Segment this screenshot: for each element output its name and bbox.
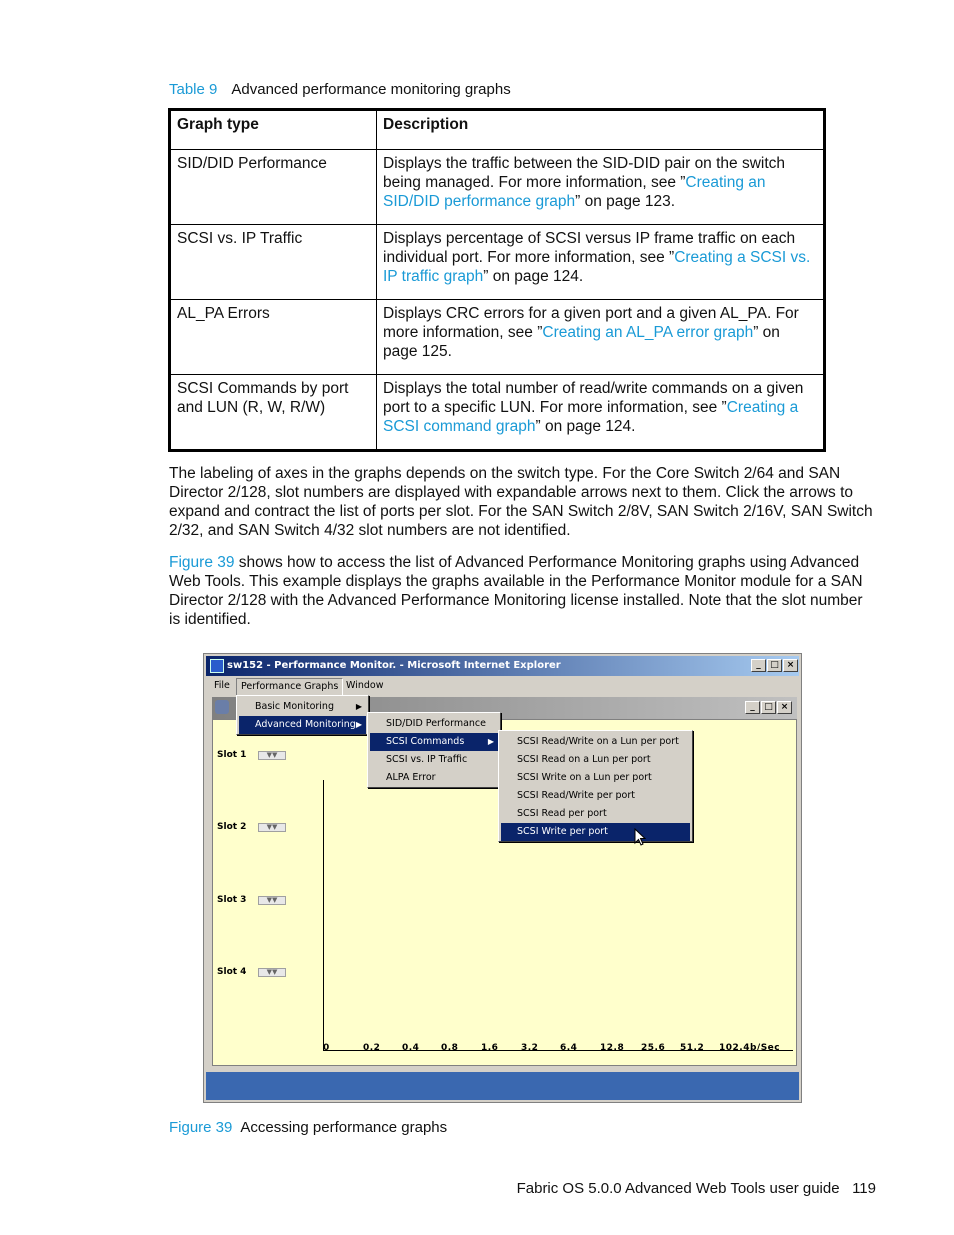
cross-ref-link[interactable]: Creating an SID/DID performance graph	[383, 174, 766, 210]
table-row	[170, 375, 825, 451]
performance-graphs-menu	[236, 695, 369, 735]
cell-description: Displays percentage of SCSI versus IP frame traffic on each individual port. For more information, see ”Creating a SCSI vs. IP traffic graph” on page 124.	[377, 225, 825, 300]
cross-ref-link[interactable]: Creating a SCSI command graph	[383, 399, 799, 435]
advanced-monitoring-menu	[367, 712, 501, 788]
axes-paragraph: The labeling of axes in the graphs depends on the switch type. For the Core Switch 2/64 and SAN Director 2/128, slot numbers are displayed with expandable arrows next to them. Click the arrows to expand and contract the list of ports per slot. For the SAN Switch 2/8V, SAN Switch 2/16V, SAN Switch 2/32, and SAN Switch 4/32 slot numbers are not identified.	[169, 465, 873, 539]
menu-window[interactable]: Window	[346, 680, 384, 691]
x-tick: 0.2	[363, 1043, 381, 1053]
window-title: sw152 - Performance Monitor. - Microsoft Internet Explorer	[227, 660, 561, 671]
menu-performance-graphs[interactable]: Performance Graphs	[236, 678, 343, 696]
cell-type: SID/DID Performance	[170, 150, 377, 225]
y-axis	[323, 780, 324, 1050]
menu-item-alpa-error[interactable]: ALPA Error	[386, 772, 436, 783]
header-graph-type: Graph type	[170, 110, 377, 150]
submenu-arrow-icon: ▶	[355, 702, 362, 711]
page-footer	[517, 1180, 876, 1197]
figure-label: Figure 39	[169, 1119, 233, 1136]
slot-label: Slot 1	[217, 750, 247, 760]
page-number: 119	[852, 1180, 876, 1197]
close-icon[interactable]: ×	[783, 659, 798, 672]
x-tick: 0	[323, 1043, 330, 1053]
table-label: Table 9	[169, 81, 218, 98]
status-bar	[206, 1072, 799, 1100]
performance-monitor-screenshot	[203, 653, 802, 1103]
menu-item-scsi-write-per-port[interactable]: SCSI Write per port	[501, 823, 690, 841]
menu-item-basic-monitoring[interactable]: Basic Monitoring ▶	[239, 698, 366, 716]
figure-intro-paragraph: Figure 39 shows how to access the list of Advanced Performance Monitoring graphs using Advanced Web Tools. This example displays the graphs available in the Performance Monitor module for a SAN Director 2/128 with the Advanced Performance Monitoring license installed. Note that the slot number is identified.	[169, 554, 863, 628]
ie-icon	[210, 659, 224, 673]
x-tick: 6.4	[560, 1043, 578, 1053]
x-tick: 0.8	[441, 1043, 459, 1053]
slot-label: Slot 2	[217, 822, 247, 832]
x-tick: 3.2	[521, 1043, 539, 1053]
x-tick: 12.8	[600, 1043, 625, 1053]
menu-item-sid-did[interactable]: SID/DID Performance	[386, 718, 487, 729]
graph-types-table	[168, 108, 826, 452]
expand-arrows-icon[interactable]: ▼▼	[258, 896, 286, 905]
cell-description: Displays the traffic between the SID-DID pair on the switch being managed. For more information, see ”Creating an SID/DID performance graph” on page 123.	[377, 150, 825, 225]
x-tick: 51.2	[680, 1043, 705, 1053]
menu-item-scsi-option[interactable]: SCSI Read on a Lun per port	[517, 754, 651, 765]
menu-item-scsi-commands[interactable]: SCSI Commands ▶	[370, 733, 498, 751]
menu-file[interactable]: File	[214, 680, 230, 691]
figure-ref-link[interactable]: Figure 39	[169, 554, 235, 571]
menu-item-advanced-monitoring[interactable]: Advanced Monitoring ▶	[239, 716, 366, 734]
figure-caption	[169, 1119, 447, 1136]
menubar	[206, 676, 799, 695]
menu-item-scsi-option[interactable]: SCSI Read/Write per port	[517, 790, 635, 801]
cell-description: Displays CRC errors for a given port and a given AL_PA. For more information, see ”Creating an AL_PA error graph” on page 125.	[377, 300, 825, 375]
cross-ref-link[interactable]: Creating a SCSI vs. IP traffic graph	[383, 249, 811, 285]
cell-description: Displays the total number of read/write commands on a given port to a specific LUN. For more information, see ”Creating a SCSI command graph” on page 124.	[377, 375, 825, 451]
x-tick: 0.4	[402, 1043, 420, 1053]
x-tick: 25.6	[641, 1043, 666, 1053]
menu-item-scsi-option[interactable]: SCSI Read/Write on a Lun per port	[517, 736, 679, 747]
footer-title: Fabric OS 5.0.0 Advanced Web Tools user guide	[516, 1180, 840, 1197]
cell-type: SCSI Commands by port and LUN (R, W, R/W)	[170, 375, 377, 451]
submenu-arrow-icon: ▶	[487, 737, 494, 746]
header-description: Description	[377, 110, 825, 150]
table-caption	[169, 81, 511, 98]
x-tick-last: 102.4b/Sec	[719, 1043, 781, 1053]
cell-type: SCSI vs. IP Traffic	[170, 225, 377, 300]
submenu-arrow-icon: ▶	[355, 720, 362, 729]
x-tick: 1.6	[481, 1043, 499, 1053]
inner-maximize-icon[interactable]: □	[761, 701, 776, 714]
scsi-commands-menu	[498, 730, 693, 842]
figure-caption-text: Accessing performance graphs	[240, 1119, 448, 1136]
expand-arrows-icon[interactable]: ▼▼	[258, 751, 286, 760]
cross-ref-link[interactable]: Creating an AL_PA error graph	[542, 324, 754, 341]
inner-minimize-icon[interactable]: _	[745, 701, 760, 714]
menu-item-scsi-option[interactable]: SCSI Write on a Lun per port	[517, 772, 652, 783]
app-icon	[215, 700, 229, 714]
expand-arrows-icon[interactable]: ▼▼	[258, 823, 286, 832]
table-header-row	[170, 110, 825, 150]
table-row	[170, 150, 825, 225]
slot-label: Slot 4	[217, 967, 247, 977]
window-titlebar	[206, 656, 799, 676]
table-title: Advanced performance monitoring graphs	[231, 81, 511, 98]
cell-type: AL_PA Errors	[170, 300, 377, 375]
menu-item-scsi-option[interactable]: SCSI Read per port	[517, 808, 607, 819]
inner-close-icon[interactable]: ×	[777, 701, 792, 714]
maximize-icon[interactable]: □	[767, 659, 782, 672]
slot-label: Slot 3	[217, 895, 247, 905]
mouse-pointer-icon	[634, 828, 646, 847]
minimize-icon[interactable]: _	[751, 659, 766, 672]
expand-arrows-icon[interactable]: ▼▼	[258, 968, 286, 977]
table-row	[170, 225, 825, 300]
table-row	[170, 300, 825, 375]
menu-item-scsi-vs-ip[interactable]: SCSI vs. IP Traffic	[386, 754, 468, 765]
